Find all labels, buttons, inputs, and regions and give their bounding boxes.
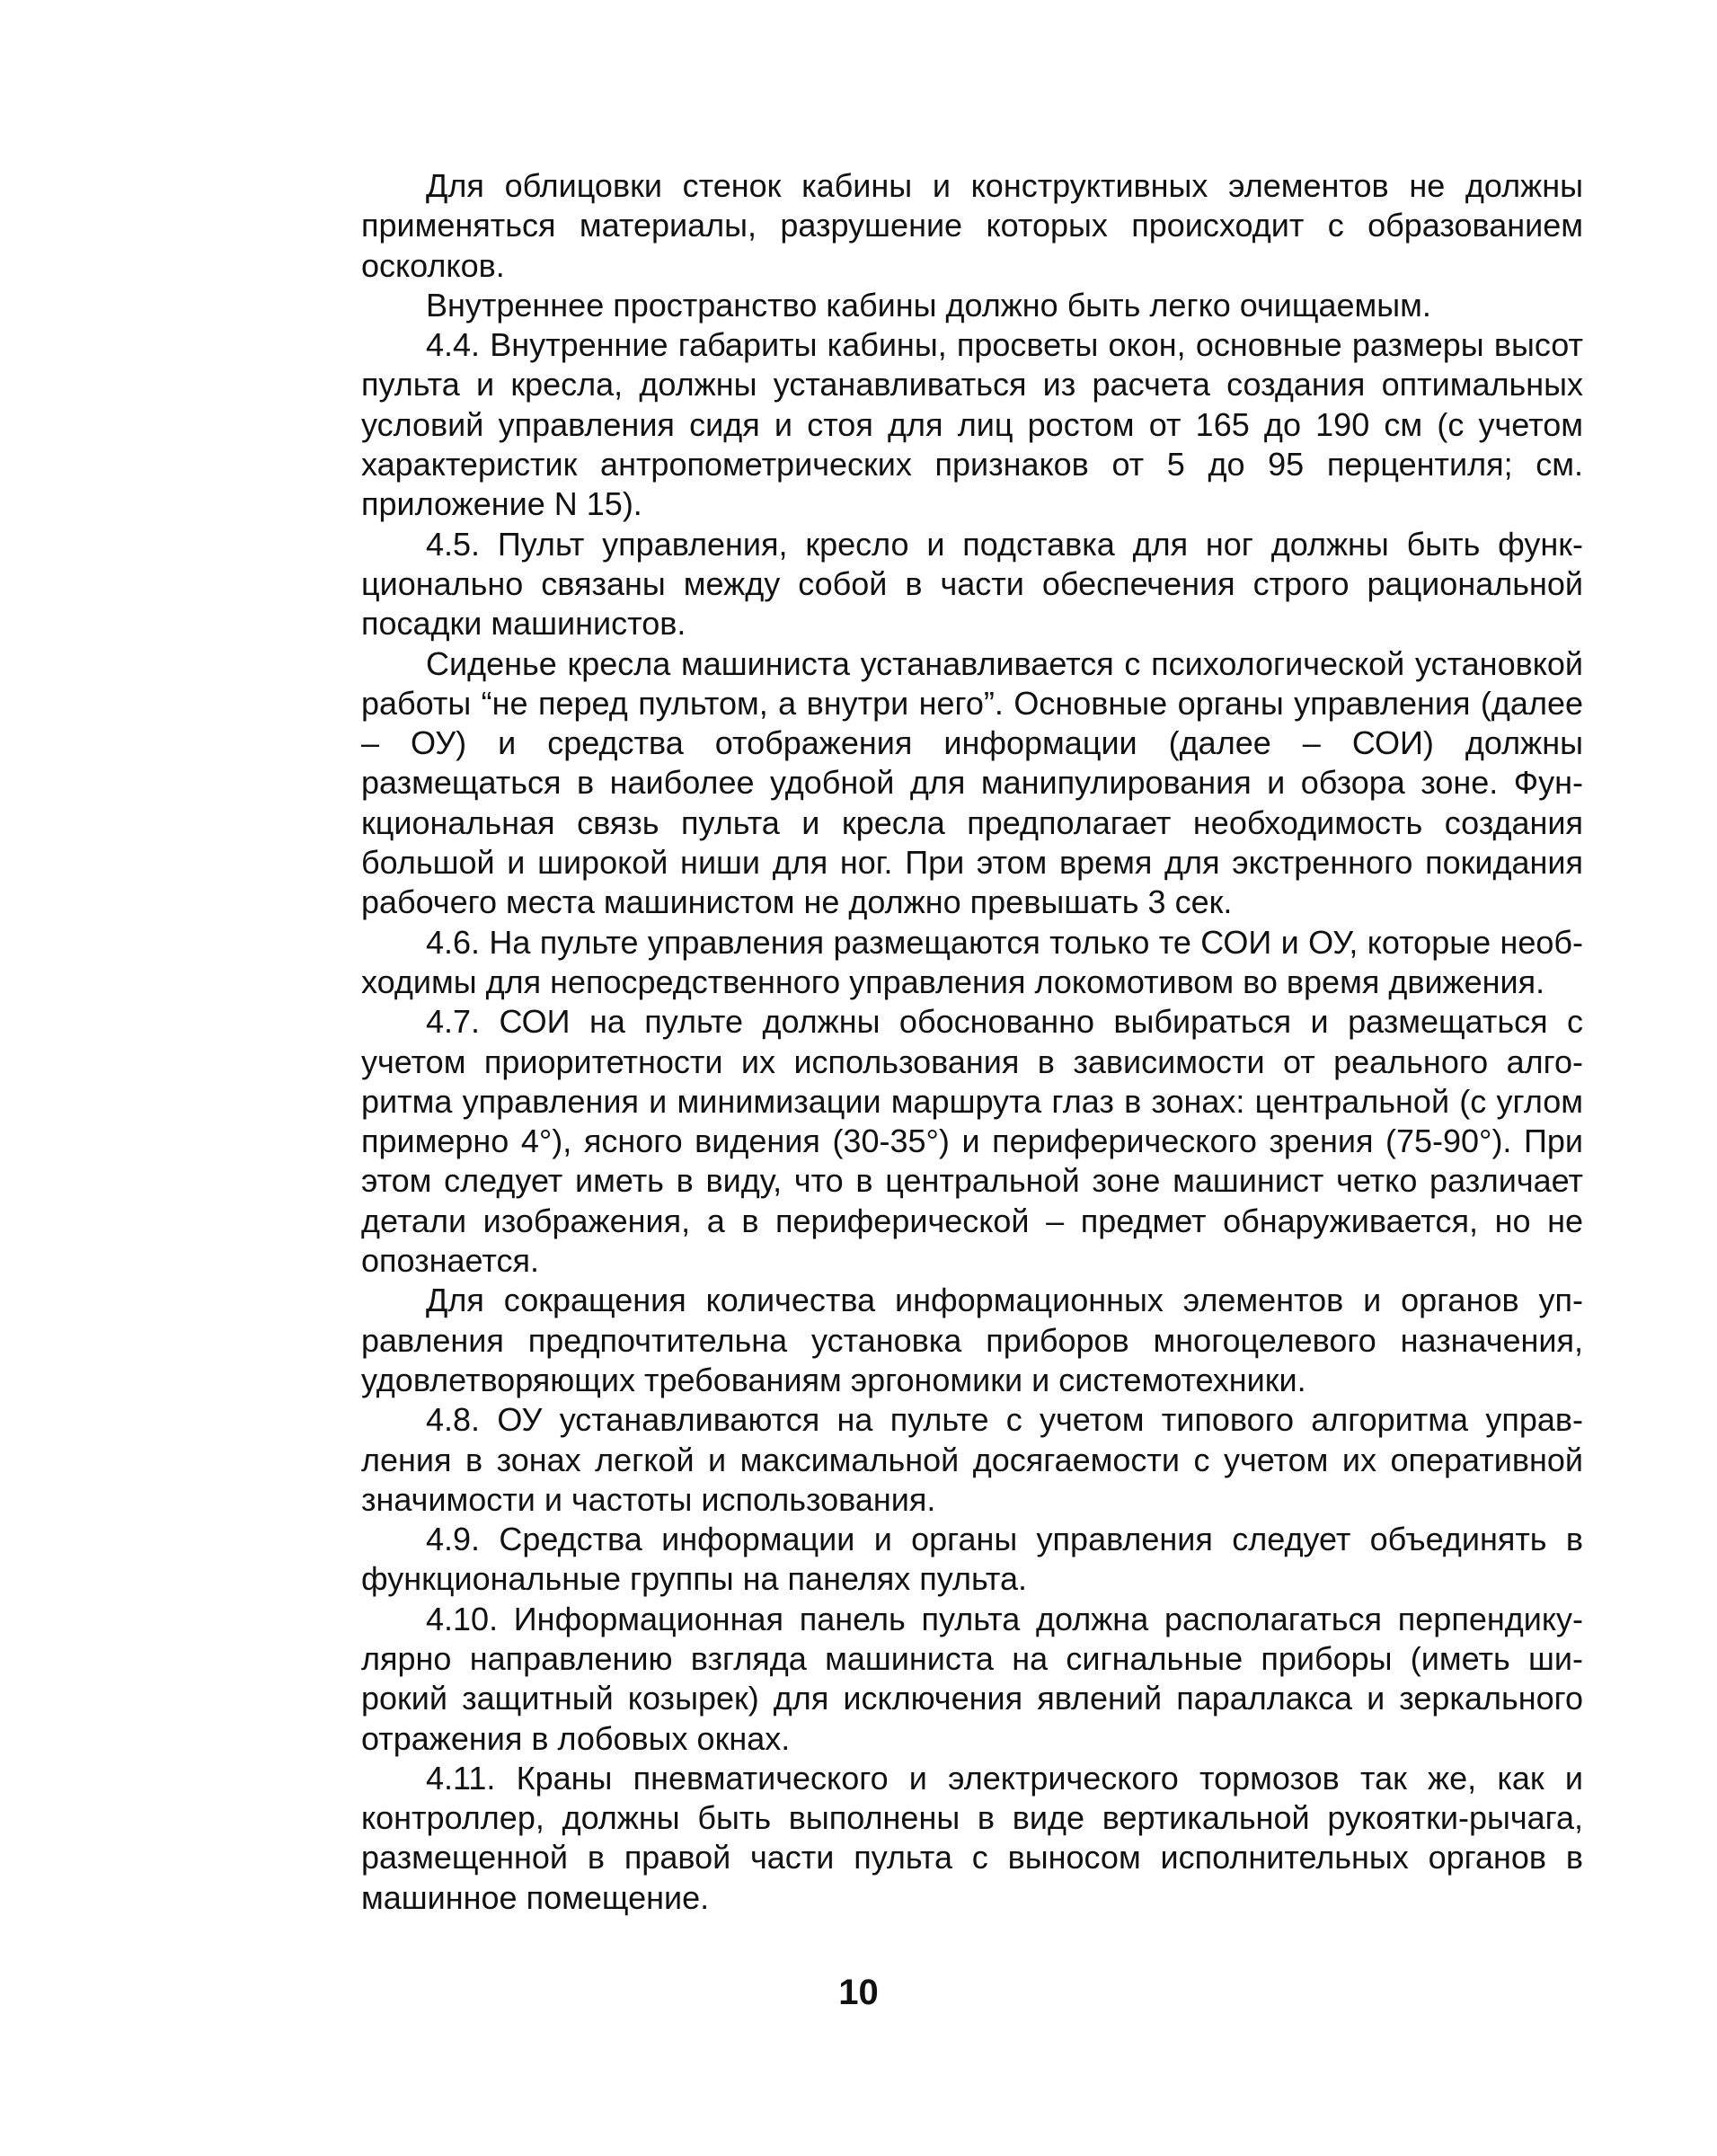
paragraph-4-10: 4.10. Информационная панель пульта должна располагаться перпендикулярно направлению взгляда машиниста на сигнальные приборы (иметь широкий защитный козырек) для исключения явлений параллакса и зеркального отражения в лобовых окнах.	[361, 1600, 1583, 1757]
paragraph-cabin-cladding: Для облицовки стенок кабины и конструктивных элементов не должны применяться материалы, разрушение которых происходит с образованием осколков.	[361, 167, 1583, 284]
paragraph-multipurpose-devices: Для сокращения количества информационных элементов и органов управления предпочтительна установка приборов многоцелевого назначения, удовлетворяющих требованиям эргономики и системотехники.	[361, 1282, 1583, 1398]
paragraph-4-8: 4.8. ОУ устанавливаются на пульте с учетом типового алгоритма управления в зонах легкой и максимальной досягаемости с учетом их оперативной значимости и частоты использования.	[361, 1401, 1583, 1518]
paragraph-4-6: 4.6. На пульте управления размещаются только те СОИ и ОУ, которые необходимы для непосредственного управления локомотивом во время движения.	[361, 923, 1583, 1000]
paragraph-4-4: 4.4. Внутренние габариты кабины, просветы окон, основные размеры высот пульта и кресла, должны устанавливаться из расчета создания оптимальных условий управления сидя и стоя для лиц ростом от 165 до 190 см (с учетом характеристик антропометрических признаков от 5 до 95 перцентиля; см. приложение N 15).	[361, 326, 1583, 523]
paragraph-seat-installation: Сиденье кресла машиниста устанавливается с психологической установкой работы “не перед пультом, а внутри него”. Основные органы управления (далее – ОУ) и средства отображения информации (далее – СОИ) должны размещаться в наиболее удобной для манипулирования и обзора зоне. Функциональная связь пульта и кресла предполагает необходимость создания большой и широкой ниши для ног. При этом время для экстренного покидания рабочего места машинистом не должно превышать 3 сек.	[361, 644, 1583, 921]
paragraph-cabin-cleaning: Внутреннее пространство кабины должно быть легко очищаемым.	[426, 286, 1431, 324]
page-number: 10	[838, 1973, 879, 2012]
paragraph-4-5: 4.5. Пульт управления, кресло и подставка для ног должны быть функционально связаны между собой в части обеспечения строго рациональной посадки машинистов.	[361, 525, 1583, 643]
body-text	[361, 166, 1583, 1918]
paragraph-4-9: 4.9. Средства информации и органы управления следует объединять в функциональные группы на панелях пульта.	[361, 1521, 1583, 1598]
paragraph-4-11: 4.11. Краны пневматического и электрического тормозов так же, как и контроллер, должны быть выполнены в виде вертикальной рукоятки-рычага, размещенной в правой части пульта с выносом исполнительных органов в машинное помещение.	[361, 1759, 1583, 1916]
paragraph-4-7: 4.7. СОИ на пульте должны обоснованно выбираться и размещаться с учетом приоритетности их использования в зависимости от реального алгоритма управления и минимизации маршрута глаз в зонах: центральной (с углом примерно 4°), ясного видения (30-35°) и периферического зрения (75-90°). При этом следует иметь в виду, что в центральной зоне машинист четко различает детали изображения, а в периферической – предмет обнаруживается, но не опознается.	[361, 1003, 1583, 1280]
